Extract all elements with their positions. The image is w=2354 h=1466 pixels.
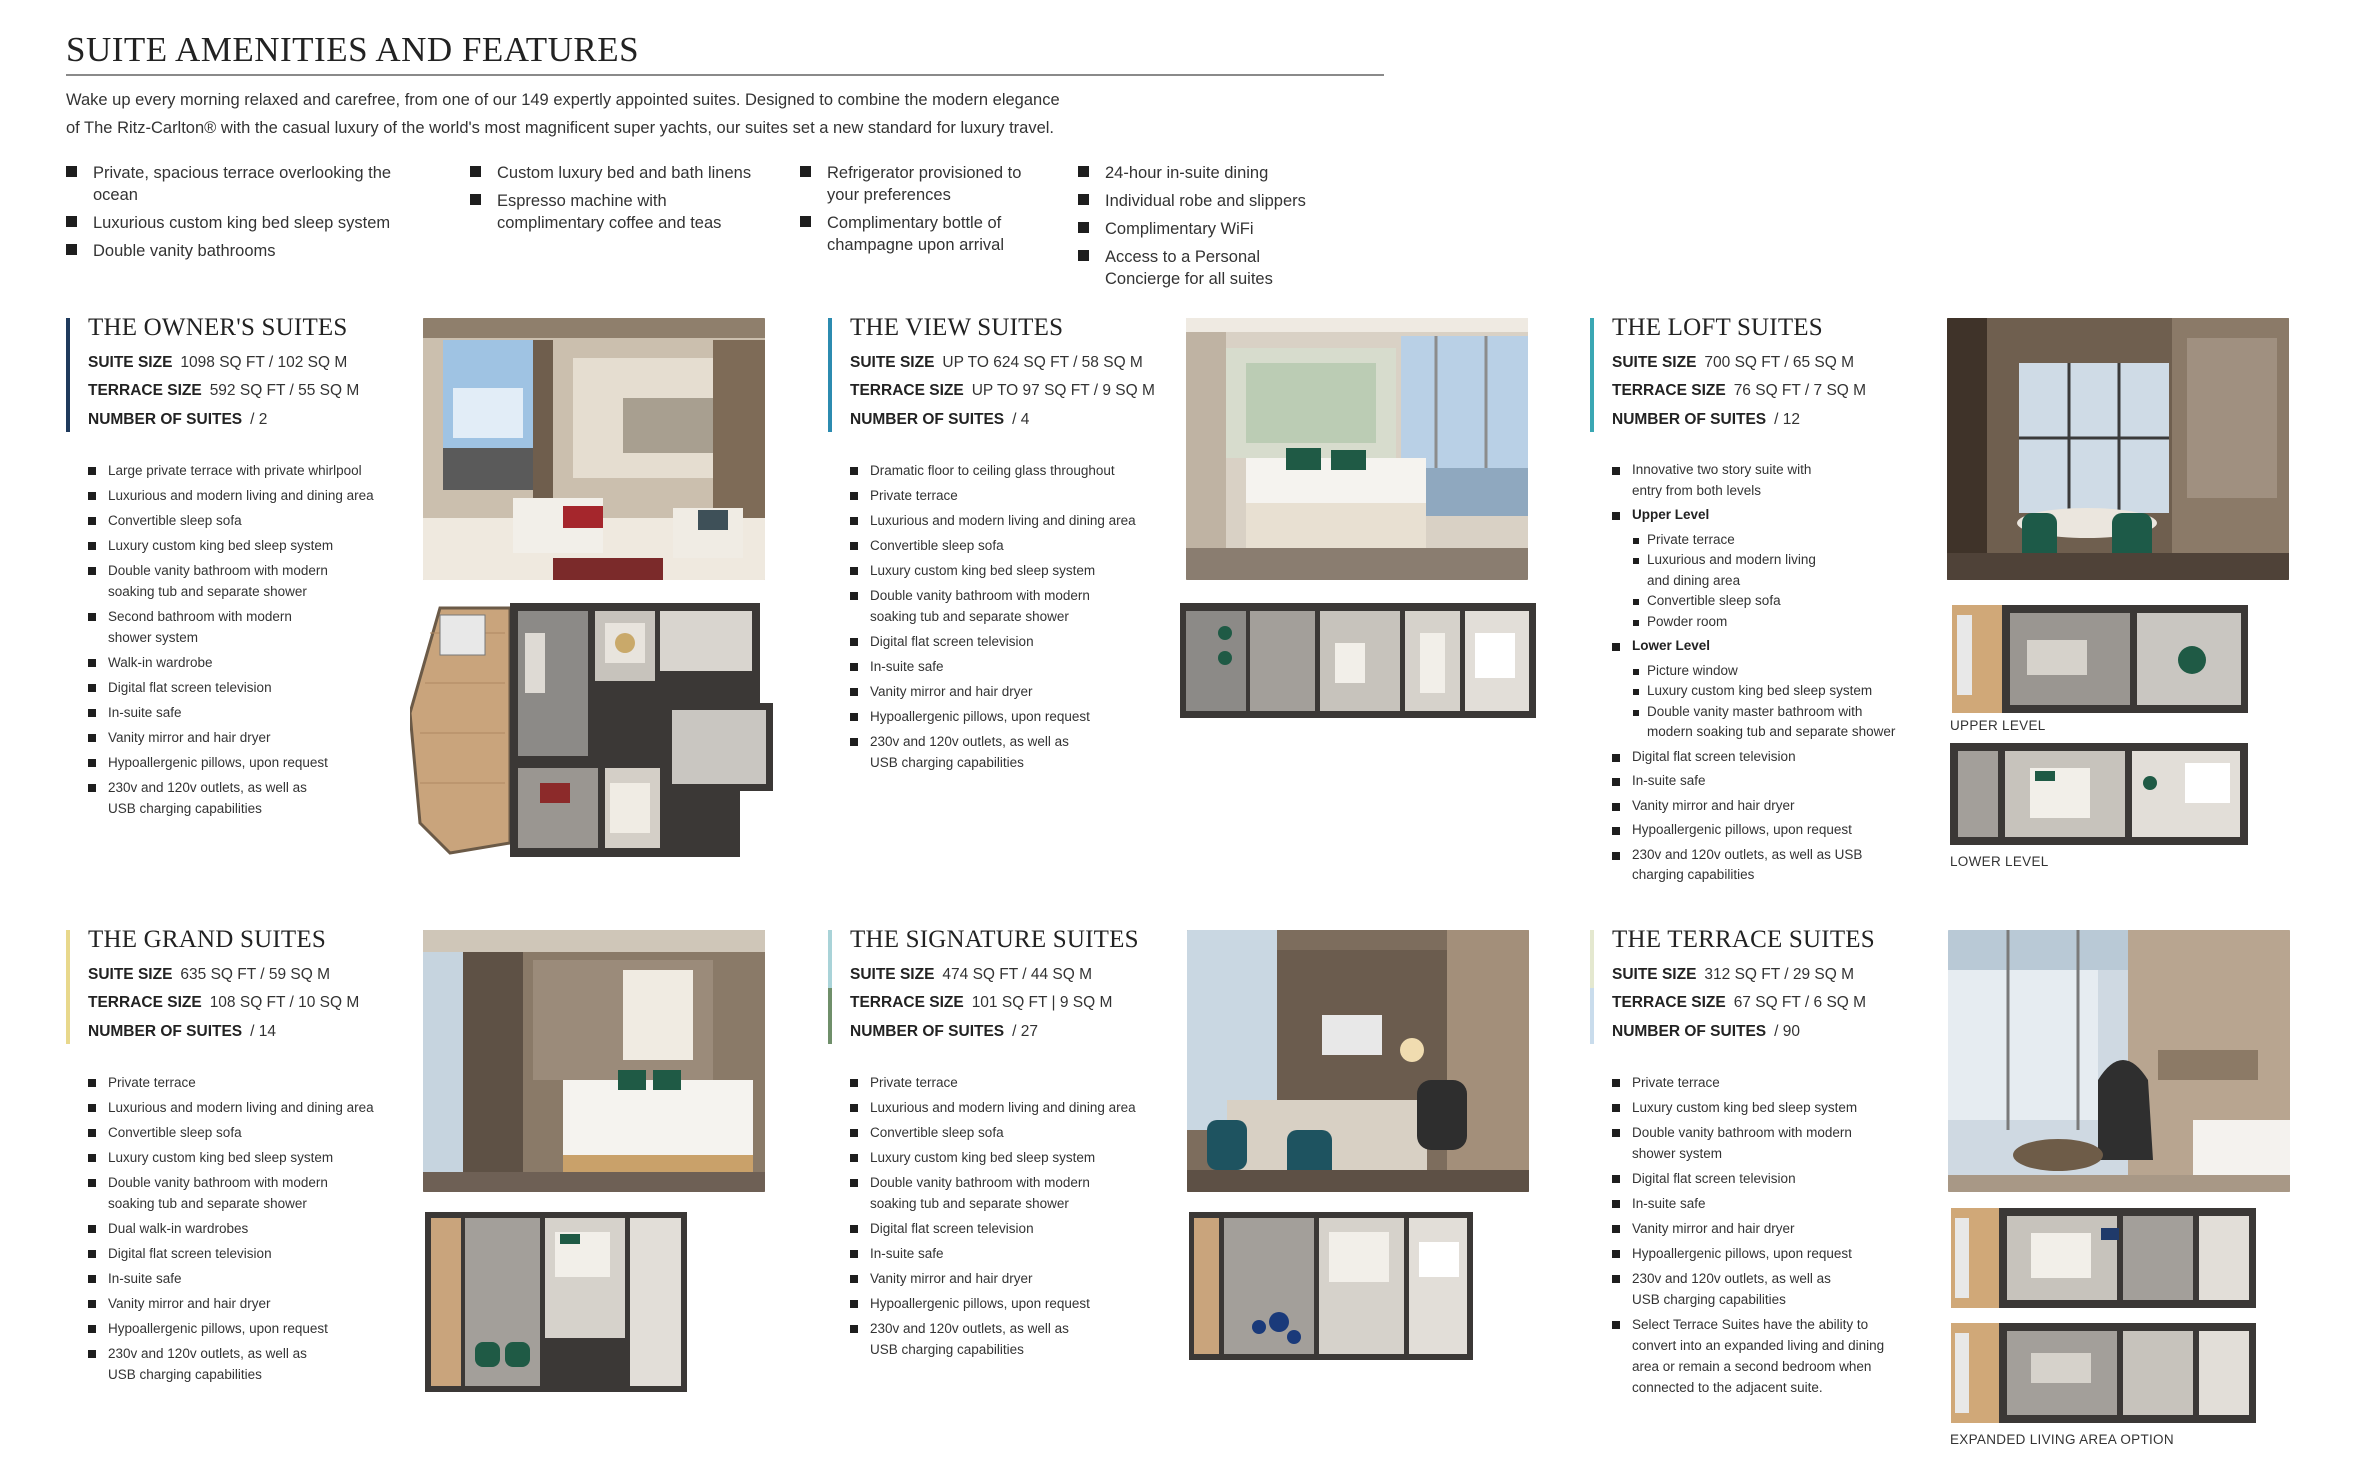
feature-subitem-cont: and dining area [1647,572,1741,588]
amenity-item: Complimentary WiFi [1078,218,1338,240]
page-title: SUITE AMENITIES AND FEATURES [66,30,640,69]
loft-feature-list [1612,460,1942,886]
loft-upper-floor-plan [1952,605,2248,713]
feature-item-cont: entry from both levels [1632,482,1762,498]
feature-item-cont: USB charging capabilities [1632,1292,1786,1307]
feature-item-cont: shower system [108,630,199,645]
owners-accent-bar [66,318,70,432]
feature-item: Luxurious and modern living and dining area [88,485,418,506]
feature-item: 230v and 120v outlets, as well as [850,731,1180,752]
feature-item: Select Terrace Suites have the ability to [1612,1314,1942,1335]
grand-suites-section [66,926,426,1396]
terrace-terrace-size: TERRACE SIZE 67 SQ FT / 6 SQ M [1612,994,1867,1011]
feature-item: Vanity mirror and hair dryer [1612,796,1942,817]
feature-item: Double vanity bathroom with modern [850,585,1180,606]
owners-suites-section [66,314,426,854]
feature-item: Private terrace [1612,1072,1942,1093]
title-divider [66,74,1384,76]
terrace-floor-plan [1951,1208,2256,1308]
feature-item: Digital flat screen television [850,1218,1180,1239]
loft-suites-section [1590,314,1950,904]
signature-terrace-size: TERRACE SIZE 101 SQ FT | 9 SQ M [850,994,1113,1011]
feature-item: Vanity mirror and hair dryer [88,727,418,748]
grand-terrace-size: TERRACE SIZE 108 SQ FT / 10 SQ M [88,994,360,1011]
terrace-suite-size: SUITE SIZE 312 SQ FT / 29 SQ M [1612,966,1855,983]
feature-item: Digital flat screen television [1612,1168,1942,1189]
signature-accent-bar-top [828,930,832,988]
feature-item: In-suite safe [850,656,1180,677]
feature-item-cont: shower system [1632,1146,1723,1161]
feature-subitem: Luxury custom king bed sleep system [1612,681,1942,702]
feature-item-cont: USB charging capabilities [108,1367,262,1382]
feature-item-cont: soaking tub and separate shower [870,609,1069,624]
terrace-suite-count: NUMBER OF SUITES / 90 [1612,1023,1801,1040]
grand-suite-photo [423,930,765,1192]
feature-item: Hypoallergenic pillows, upon request [88,1318,418,1339]
amenity-item: Private, spacious terrace overlooking the ocean [66,162,396,206]
owners-suite-photo [423,318,765,580]
feature-subitem-cont: modern soaking tub and separate shower [1647,724,1896,739]
feature-item: Vanity mirror and hair dryer [850,1268,1180,1289]
feature-subitem: Powder room [1612,612,1942,633]
grand-suite-size: SUITE SIZE 635 SQ FT / 59 SQ M [88,966,331,983]
signature-suite-photo [1187,930,1529,1192]
feature-item: 230v and 120v outlets, as well as [1612,1268,1942,1289]
feature-item: In-suite safe [1612,1193,1942,1214]
feature-item: Innovative two story suite with [1612,460,1942,481]
grand-floor-plan [425,1212,687,1392]
feature-item: Luxury custom king bed sleep system [850,1147,1180,1168]
terrace-expanded-floor-plan [1951,1323,2256,1423]
feature-item: Double vanity bathroom with modern [1612,1122,1942,1143]
amenity-item: Access to a Personal Concierge for all suites [1078,246,1338,290]
intro-line-1: Wake up every morning relaxed and carefree, from one of our 149 expertly appointed suites. Designed to combine the modern elegance [66,91,1060,109]
feature-item-cont: USB charging capabilities [108,801,262,816]
signature-suite-title: THE SIGNATURE SUITES [850,926,1139,953]
grand-suite-title: THE GRAND SUITES [88,926,326,953]
amenity-item: Complimentary bottle of champagne upon arrival [800,212,1045,256]
view-suite-count: NUMBER OF SUITES / 4 [850,411,1030,428]
loft-lower-level-caption: LOWER LEVEL [1950,854,2049,869]
feature-item-cont: connected to the adjacent suite. [1632,1380,1823,1395]
loft-suite-title: THE LOFT SUITES [1612,314,1823,341]
feature-item: Convertible sleep sofa [850,535,1180,556]
view-feature-list [850,460,1180,773]
feature-subitem: Luxurious and modern living [1612,550,1942,571]
amenity-item: Individual robe and slippers [1078,190,1338,212]
view-terrace-size: TERRACE SIZE UP TO 97 SQ FT / 9 SQ M [850,382,1155,399]
feature-item: Luxury custom king bed sleep system [1612,1097,1942,1118]
feature-item-cont: convert into an expanded living and dining [1632,1338,1885,1353]
loft-terrace-size: TERRACE SIZE 76 SQ FT / 7 SQ M [1612,382,1867,399]
amenity-item: Espresso machine with complimentary coffee and teas [470,190,760,234]
owners-suite-title: THE OWNER'S SUITES [88,314,348,341]
feature-item: Digital flat screen television [88,677,418,698]
feature-item: 230v and 120v outlets, as well as USB [1612,845,1942,866]
signature-feature-list [850,1072,1180,1360]
terrace-accent-bar-top [1590,930,1594,988]
feature-item: Vanity mirror and hair dryer [88,1293,418,1314]
feature-item: In-suite safe [88,702,418,723]
grand-suite-count: NUMBER OF SUITES / 14 [88,1023,277,1040]
feature-item-cont: area or remain a second bedroom when [1632,1359,1872,1374]
terrace-feature-list [1612,1072,1942,1398]
feature-subitem: Picture window [1612,661,1942,682]
loft-suite-count: NUMBER OF SUITES / 12 [1612,411,1801,428]
loft-suite-photo [1947,318,2289,580]
feature-item: Vanity mirror and hair dryer [850,681,1180,702]
feature-item: 230v and 120v outlets, as well as [850,1318,1180,1339]
amenities-column-4 [1078,162,1338,296]
terrace-suite-title: THE TERRACE SUITES [1612,926,1875,953]
feature-item-cont: soaking tub and separate shower [870,1196,1069,1211]
feature-item: Dual walk-in wardrobes [88,1218,418,1239]
signature-suite-count: NUMBER OF SUITES / 27 [850,1023,1039,1040]
loft-accent-bar [1590,318,1594,432]
signature-suite-size: SUITE SIZE 474 SQ FT / 44 SQ M [850,966,1093,983]
intro-line-2: of The Ritz-Carlton® with the casual luxury of the world's most magnificent super yachts, our suites set a new standard for luxury travel. [66,119,1055,137]
amenity-item: Custom luxury bed and bath linens [470,162,760,184]
feature-item: Hypoallergenic pillows, upon request [88,752,418,773]
feature-item: Vanity mirror and hair dryer [1612,1218,1942,1239]
amenity-item: Refrigerator provisioned to your preferences [800,162,1045,206]
feature-item: Digital flat screen television [88,1243,418,1264]
feature-item: Second bathroom with modern [88,606,418,627]
feature-item: Double vanity bathroom with modern [88,1172,418,1193]
feature-item: Luxury custom king bed sleep system [88,535,418,556]
feature-item: Hypoallergenic pillows, upon request [850,1293,1180,1314]
feature-item: Private terrace [850,1072,1180,1093]
feature-subitem: Double vanity master bathroom with [1612,702,1942,723]
feature-item: Luxurious and modern living and dining area [88,1097,418,1118]
feature-item-cont: soaking tub and separate shower [108,1196,307,1211]
view-suite-size: SUITE SIZE UP TO 624 SQ FT / 58 SQ M [850,354,1143,371]
feature-item: Double vanity bathroom with modern [850,1172,1180,1193]
feature-item: Hypoallergenic pillows, upon request [850,706,1180,727]
feature-item-cont: soaking tub and separate shower [108,584,307,599]
terrace-suite-photo [1948,930,2290,1192]
feature-item: Luxurious and modern living and dining area [850,1097,1180,1118]
feature-level-heading: Upper Level [1612,505,1942,526]
owners-feature-list [88,460,418,819]
feature-item: Hypoallergenic pillows, upon request [1612,820,1942,841]
feature-item: In-suite safe [850,1243,1180,1264]
feature-item: Digital flat screen television [1612,747,1942,768]
owners-suite-count: NUMBER OF SUITES / 2 [88,411,268,428]
feature-item: Luxury custom king bed sleep system [88,1147,418,1168]
view-floor-plan [1180,603,1536,718]
terrace-accent-bar-bottom [1590,988,1594,1044]
feature-item: Private terrace [88,1072,418,1093]
loft-suite-size: SUITE SIZE 700 SQ FT / 65 SQ M [1612,354,1855,371]
feature-item: Convertible sleep sofa [850,1122,1180,1143]
view-accent-bar [828,318,832,432]
amenities-column-1 [66,162,396,268]
feature-item: Luxury custom king bed sleep system [850,560,1180,581]
owners-floor-plan [410,603,778,857]
feature-item: Luxurious and modern living and dining area [850,510,1180,531]
amenities-column-2 [470,162,760,240]
feature-level-heading: Lower Level [1612,636,1942,657]
owners-suite-size: SUITE SIZE 1098 SQ FT / 102 SQ M [88,354,348,371]
grand-feature-list [88,1072,418,1385]
feature-item: Dramatic floor to ceiling glass throughout [850,460,1180,481]
feature-item: In-suite safe [88,1268,418,1289]
terrace-expanded-caption: EXPANDED LIVING AREA OPTION [1950,1432,2174,1447]
feature-item: 230v and 120v outlets, as well as [88,1343,418,1364]
signature-suites-section [828,926,1188,1366]
feature-item: Digital flat screen television [850,631,1180,652]
feature-item-cont: USB charging capabilities [870,1342,1024,1357]
feature-item-cont: USB charging capabilities [870,755,1024,770]
feature-subitem: Convertible sleep sofa [1612,591,1942,612]
feature-item: 230v and 120v outlets, as well as [88,777,418,798]
feature-item: Large private terrace with private whirlpool [88,460,418,481]
view-suites-section [828,314,1188,774]
feature-item: In-suite safe [1612,771,1942,792]
intro-paragraph [66,86,1226,142]
grand-accent-bar [66,930,70,1044]
signature-floor-plan [1189,1212,1473,1360]
terrace-suites-section [1590,926,1950,1396]
loft-upper-level-caption: UPPER LEVEL [1950,718,2046,733]
amenity-item: 24-hour in-suite dining [1078,162,1338,184]
feature-item: Convertible sleep sofa [88,510,418,531]
feature-item: Walk-in wardrobe [88,652,418,673]
feature-item: Double vanity bathroom with modern [88,560,418,581]
view-suite-title: THE VIEW SUITES [850,314,1064,341]
amenity-item: Double vanity bathrooms [66,240,396,262]
owners-terrace-size: TERRACE SIZE 592 SQ FT / 55 SQ M [88,382,360,399]
feature-item: Private terrace [850,485,1180,506]
feature-item: Hypoallergenic pillows, upon request [1612,1243,1942,1264]
view-suite-photo [1186,318,1528,580]
loft-lower-floor-plan [1950,743,2248,845]
feature-item-cont: charging capabilities [1632,867,1755,882]
amenity-item: Luxurious custom king bed sleep system [66,212,396,234]
feature-item: Convertible sleep sofa [88,1122,418,1143]
feature-subitem: Private terrace [1612,530,1942,551]
amenities-column-3 [800,162,1045,262]
signature-accent-bar-bottom [828,988,832,1044]
